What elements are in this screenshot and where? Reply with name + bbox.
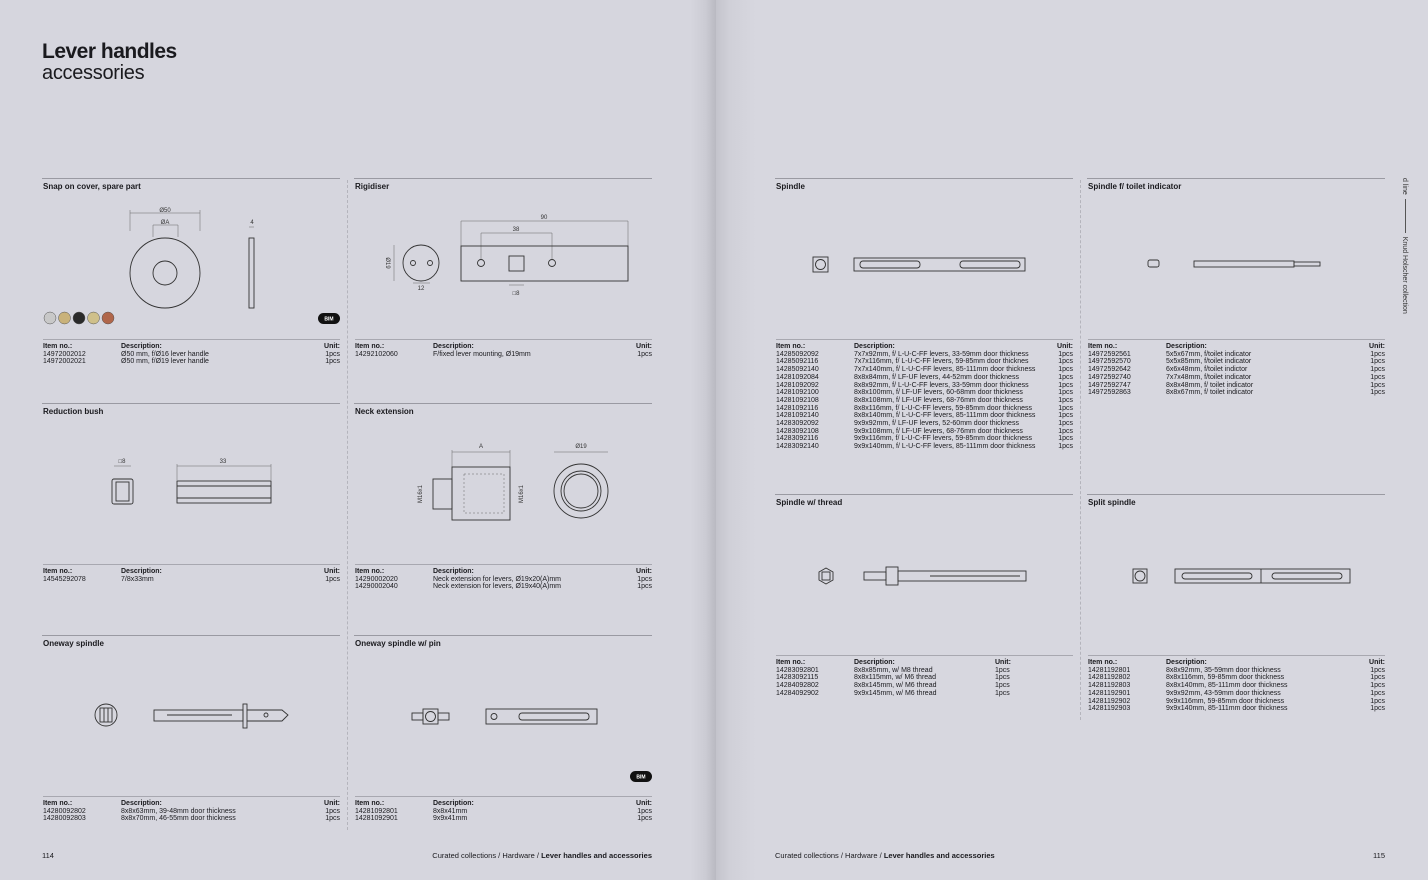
header-unit: Unit: xyxy=(324,568,340,575)
description: 7x7x48mm, f/toilet indicator xyxy=(1166,373,1252,381)
table-row xyxy=(776,667,1073,675)
section-title: Spindle w/ thread xyxy=(776,498,843,507)
item-number: 14283092115 xyxy=(776,674,819,682)
breadcrumb-path: Curated collections / Hardware / xyxy=(432,851,542,860)
product-reduction-bush xyxy=(42,403,340,595)
table-row xyxy=(776,435,1073,443)
description: 8x8x100mm, f/ LF-UF levers, 60-68mm door thickness xyxy=(854,389,1023,397)
description: 5x5x67mm, f/toilet indicator xyxy=(1166,350,1252,358)
unit: 1pcs xyxy=(1058,427,1073,435)
table-row xyxy=(776,690,1073,698)
table-row xyxy=(776,389,1073,397)
table-row xyxy=(776,405,1073,413)
unit: 1pcs xyxy=(1370,666,1385,674)
table-row xyxy=(1088,351,1385,359)
header-item-no: Item no.: xyxy=(1088,343,1118,350)
table-row xyxy=(776,428,1073,436)
item-number: 14972002021 xyxy=(43,358,86,366)
technical-drawing xyxy=(354,179,652,339)
table-row xyxy=(1088,682,1385,690)
description: 8x8x70mm, 46-55mm door thickness xyxy=(121,815,236,823)
header-item-no: Item no.: xyxy=(43,343,73,350)
bim-badge-label: BIM xyxy=(636,774,646,781)
table-row xyxy=(355,351,652,359)
description: 9x9x92mm, f/ LF-UF levers, 52-60mm door thickness xyxy=(854,420,1019,428)
unit: 1pcs xyxy=(1370,358,1385,366)
item-number: 14972592740 xyxy=(1088,373,1131,381)
table-header xyxy=(355,800,652,808)
item-number: 14280092802 xyxy=(43,807,86,815)
technical-drawing xyxy=(1087,179,1385,339)
product-table xyxy=(43,564,340,583)
breadcrumb-right xyxy=(775,851,995,860)
product-table xyxy=(1088,655,1385,713)
page-number-left: 114 xyxy=(42,851,54,860)
header-description: Description: xyxy=(433,568,474,575)
divider xyxy=(1405,199,1406,233)
table-header xyxy=(1088,343,1385,351)
item-number: 14281092801 xyxy=(355,807,398,815)
table-header xyxy=(43,343,340,351)
table-row xyxy=(1088,705,1385,713)
description: 9x9x116mm, f/ L-U-C-FF levers, 59-85mm door thickness xyxy=(854,435,1033,443)
dimension-label: ØA xyxy=(160,220,170,226)
unit: 1pcs xyxy=(1058,396,1073,404)
technical-drawing xyxy=(42,179,340,339)
header-item-no: Item no.: xyxy=(776,343,806,350)
finish-swatch xyxy=(44,312,56,324)
item-number: 14281092116 xyxy=(776,404,819,412)
dimension-label: □8 xyxy=(512,291,520,297)
unit: 1pcs xyxy=(1058,420,1073,428)
unit: 1pcs xyxy=(1058,366,1073,374)
product-neck-extension xyxy=(354,403,652,595)
item-number: 14972592570 xyxy=(1088,358,1131,366)
description: 8x8x67mm, f/ toilet indicator xyxy=(1166,389,1254,397)
dimension-label: A xyxy=(478,444,484,450)
section-title: Oneway spindle w/ pin xyxy=(355,639,441,648)
table-row xyxy=(43,808,340,816)
unit: 1pcs xyxy=(1370,350,1385,358)
table-row xyxy=(776,443,1073,451)
product-table xyxy=(776,655,1073,698)
unit: 1pcs xyxy=(325,815,340,823)
product-spindle xyxy=(775,178,1073,451)
table-row xyxy=(776,366,1073,374)
table-row xyxy=(776,682,1073,690)
technical-drawing xyxy=(354,636,652,796)
header-item-no: Item no.: xyxy=(1088,659,1118,666)
item-number: 14972592863 xyxy=(1088,389,1131,397)
header-item-no: Item no.: xyxy=(776,659,806,666)
technical-drawing xyxy=(775,495,1073,655)
item-number: 14283092140 xyxy=(776,443,819,451)
unit: 1pcs xyxy=(325,350,340,358)
product-snap-on-cover xyxy=(42,178,340,370)
dimension-label: M16x1 xyxy=(519,484,525,504)
breadcrumb-path: Curated collections / Hardware / xyxy=(775,851,884,860)
item-number: 14292102060 xyxy=(355,350,398,358)
description: 8x8x140mm, 85-111mm door thickness xyxy=(1166,682,1288,690)
table-row xyxy=(1088,690,1385,698)
unit: 1pcs xyxy=(1058,404,1073,412)
item-number: 14281092108 xyxy=(776,396,819,404)
header-item-no: Item no.: xyxy=(43,800,73,807)
product-table xyxy=(355,796,652,823)
table-row xyxy=(776,420,1073,428)
description: Neck extension for levers, Ø19x40(A)mm xyxy=(433,583,561,591)
description: 9x9x92mm, 43-59mm door thickness xyxy=(1166,689,1281,697)
description: 8x8x92mm, f/ L-U-C-FF levers, 33-59mm door thickness xyxy=(854,381,1029,389)
table-row xyxy=(1088,358,1385,366)
unit: 1pcs xyxy=(995,689,1010,697)
item-number: 14283092116 xyxy=(776,435,819,443)
unit: 1pcs xyxy=(637,575,652,583)
section-title: Spindle f/ toilet indicator xyxy=(1088,182,1182,191)
item-number: 14281092901 xyxy=(355,815,398,823)
description: 7/8x33mm xyxy=(121,575,154,583)
product-split-spindle xyxy=(1087,494,1385,713)
table-row xyxy=(43,351,340,359)
side-label-bottom: Knud Holscher collection xyxy=(1401,236,1408,314)
unit: 1pcs xyxy=(1058,358,1073,366)
description: 8x8x48mm, f/ toilet indicator xyxy=(1166,381,1254,389)
table-row xyxy=(355,808,652,816)
table-row xyxy=(1088,674,1385,682)
item-number: 14285092140 xyxy=(776,366,819,374)
header-description: Description: xyxy=(121,343,162,350)
table-row xyxy=(1088,389,1385,397)
product-table xyxy=(355,564,652,591)
header-unit: Unit: xyxy=(1057,343,1073,350)
product-spindle-with-thread xyxy=(775,494,1073,697)
description: 8x8x116mm, 59-85mm door thickness xyxy=(1166,674,1285,682)
item-number: 14281092140 xyxy=(776,412,819,420)
item-number: 14281192801 xyxy=(1088,666,1131,674)
unit: 1pcs xyxy=(1058,435,1073,443)
unit: 1pcs xyxy=(995,682,1010,690)
table-row xyxy=(776,412,1073,420)
item-number: 14972592747 xyxy=(1088,381,1131,389)
description: 9x9x116mm, 59-85mm door thickness xyxy=(1166,697,1285,705)
table-row xyxy=(355,583,652,591)
page-title: Lever handles xyxy=(42,40,177,63)
finish-swatch xyxy=(102,312,114,324)
item-number: 14283092108 xyxy=(776,427,819,435)
description: 9x9x140mm, f/ L-U-C-FF levers, 85-111mm door thickness xyxy=(854,443,1036,451)
product-oneway-spindle xyxy=(42,635,340,827)
finish-swatch xyxy=(88,312,100,324)
product-table xyxy=(355,339,652,358)
unit: 1pcs xyxy=(637,583,652,591)
header-item-no: Item no.: xyxy=(355,800,385,807)
unit: 1pcs xyxy=(1058,350,1073,358)
table-row xyxy=(776,397,1073,405)
unit: 1pcs xyxy=(1370,682,1385,690)
section-title: Neck extension xyxy=(355,407,414,416)
unit: 1pcs xyxy=(325,358,340,366)
header-unit: Unit: xyxy=(324,343,340,350)
description: 9x9x145mm, w/ M6 thread xyxy=(854,689,937,697)
breadcrumb-current: Lever handles and accessories xyxy=(883,851,995,860)
description: 8x8x108mm, f/ LF-UF levers, 68-76mm door thickness xyxy=(854,396,1023,404)
description: 9x9x41mm xyxy=(433,815,468,823)
product-table xyxy=(43,339,340,366)
table-row xyxy=(355,815,652,823)
description: Neck extension for levers, Ø19x20(A)mm xyxy=(433,575,561,583)
item-number: 14290002040 xyxy=(355,583,398,591)
unit: 1pcs xyxy=(1370,697,1385,705)
description: F/fixed lever mounting, Ø19mm xyxy=(433,350,531,358)
item-number: 14281092092 xyxy=(776,381,819,389)
section-title: Split spindle xyxy=(1088,498,1136,507)
unit: 1pcs xyxy=(995,674,1010,682)
item-number: 14972592642 xyxy=(1088,366,1131,374)
unit: 1pcs xyxy=(1058,381,1073,389)
finish-swatch xyxy=(73,312,85,324)
dimension-label: Ø19 xyxy=(384,257,390,269)
description: 9x9x140mm, 85-111mm door thickness xyxy=(1166,705,1288,713)
description: 8x8x84mm, f/ LF-UF levers, 44-52mm door thickness xyxy=(854,373,1019,381)
description: 8x8x145mm, w/ M6 thread xyxy=(854,682,937,690)
item-number: 14281092100 xyxy=(776,389,819,397)
section-title: Spindle xyxy=(776,182,805,191)
header-description: Description: xyxy=(1166,343,1207,350)
table-row xyxy=(776,351,1073,359)
dimension-label: □8 xyxy=(118,459,126,465)
unit: 1pcs xyxy=(1370,674,1385,682)
item-number: 14284092902 xyxy=(776,689,819,697)
table-header xyxy=(776,659,1073,667)
dimension-label: 4 xyxy=(250,220,254,226)
header-unit: Unit: xyxy=(324,800,340,807)
description: 6x6x48mm, f/toilet indictor xyxy=(1166,366,1248,374)
item-number: 14281092084 xyxy=(776,373,819,381)
description: 7x7x92mm, f/ L-U-C-FF levers, 33-59mm door thickness xyxy=(854,350,1029,358)
product-spindle-toilet-indicator xyxy=(1087,178,1385,397)
side-label-top: d line xyxy=(1401,178,1408,195)
unit: 1pcs xyxy=(1058,389,1073,397)
description: 7x7x116mm, f/ L-U-C-FF levers, 59-85mm door thicknes xyxy=(854,358,1029,366)
unit: 1pcs xyxy=(1370,366,1385,374)
description: 8x8x116mm, f/ L-U-C-FF levers, 59-85mm door thickness xyxy=(854,404,1033,412)
header-unit: Unit: xyxy=(636,343,652,350)
unit: 1pcs xyxy=(325,575,340,583)
description: 8x8x85mm, w/ M8 thread xyxy=(854,666,933,674)
description: 8x8x92mm, 35-59mm door thickness xyxy=(1166,666,1281,674)
breadcrumb-current: Lever handles and accessories xyxy=(541,851,652,860)
table-row xyxy=(43,358,340,366)
item-number: 14284092802 xyxy=(776,682,819,690)
description: 8x8x115mm, w/ M6 thread xyxy=(854,674,936,682)
section-title: Reduction bush xyxy=(43,407,104,416)
technical-drawing xyxy=(42,404,340,564)
product-rigidiser xyxy=(354,178,652,370)
unit: 1pcs xyxy=(1058,443,1073,451)
table-row xyxy=(776,382,1073,390)
table-header xyxy=(776,343,1073,351)
description: 8x8x63mm, 39-48mm door thickness xyxy=(121,807,236,815)
dimension-label: 12 xyxy=(417,286,425,292)
section-title: Rigidiser xyxy=(355,182,390,191)
dimension-label: Ø19 xyxy=(575,444,587,450)
unit: 1pcs xyxy=(637,815,652,823)
technical-drawing xyxy=(775,179,1073,339)
header-unit: Unit: xyxy=(995,659,1011,666)
unit: 1pcs xyxy=(1058,412,1073,420)
product-table xyxy=(1088,339,1385,397)
finish-swatches xyxy=(44,312,114,324)
table-row xyxy=(776,374,1073,382)
item-number: 14285092092 xyxy=(776,350,819,358)
header-item-no: Item no.: xyxy=(355,343,385,350)
technical-drawing xyxy=(42,636,340,796)
dimension-label: Ø50 xyxy=(159,208,171,214)
header-description: Description: xyxy=(854,659,895,666)
item-number: 14972592561 xyxy=(1088,350,1131,358)
unit: 1pcs xyxy=(1370,373,1385,381)
bim-badge-label: BIM xyxy=(324,316,334,323)
table-row xyxy=(1088,374,1385,382)
header-item-no: Item no.: xyxy=(355,568,385,575)
item-number: 14283092092 xyxy=(776,420,819,428)
header-description: Description: xyxy=(121,568,162,575)
technical-drawing xyxy=(1087,495,1385,655)
unit: 1pcs xyxy=(325,807,340,815)
item-number: 14283092801 xyxy=(776,666,819,674)
table-header xyxy=(43,800,340,808)
page-subtitle: accessories xyxy=(42,62,145,84)
description: Ø50 mm, f/Ø16 lever handle xyxy=(121,350,209,358)
item-number: 14281192901 xyxy=(1088,689,1131,697)
section-title: Snap on cover, spare part xyxy=(43,182,141,191)
dimension-label: M16x1 xyxy=(418,484,424,504)
unit: 1pcs xyxy=(637,807,652,815)
section-title: Oneway spindle xyxy=(43,639,104,648)
dimension-label: 33 xyxy=(219,459,227,465)
table-header xyxy=(355,343,652,351)
unit: 1pcs xyxy=(1370,689,1385,697)
item-number: 14285092116 xyxy=(776,358,819,366)
collection-side-label xyxy=(1396,178,1408,358)
product-table xyxy=(43,796,340,823)
unit: 1pcs xyxy=(1370,389,1385,397)
header-description: Description: xyxy=(854,343,895,350)
item-number: 14281192902 xyxy=(1088,697,1131,705)
breadcrumb-left xyxy=(432,851,652,860)
header-description: Description: xyxy=(1166,659,1207,666)
finish-swatch xyxy=(59,312,71,324)
table-header xyxy=(355,568,652,576)
item-number: 14281192803 xyxy=(1088,682,1131,690)
page-number-right: 115 xyxy=(1373,851,1385,860)
description: 8x8x41mm xyxy=(433,807,468,815)
unit: 1pcs xyxy=(1370,705,1385,713)
table-header xyxy=(43,568,340,576)
description: 5x5x85mm, f/toilet indicator xyxy=(1166,358,1252,366)
item-number: 14280092803 xyxy=(43,815,86,823)
unit: 1pcs xyxy=(1058,373,1073,381)
item-number: 14290002020 xyxy=(355,575,398,583)
table-row xyxy=(1088,667,1385,675)
dimension-label: 38 xyxy=(512,227,520,233)
header-unit: Unit: xyxy=(636,568,652,575)
table-row xyxy=(1088,366,1385,374)
description: 8x8x140mm, f/ L-U-C-FF levers, 85-111mm door thickness xyxy=(854,412,1036,420)
table-row xyxy=(43,815,340,823)
header-description: Description: xyxy=(433,343,474,350)
product-oneway-spindle-with-pin xyxy=(354,635,652,827)
technical-drawing xyxy=(354,404,652,564)
unit: 1pcs xyxy=(995,666,1010,674)
header-unit: Unit: xyxy=(1369,659,1385,666)
header-unit: Unit: xyxy=(636,800,652,807)
table-row xyxy=(1088,698,1385,706)
item-number: 14545292078 xyxy=(43,575,86,583)
item-number: 14281192903 xyxy=(1088,705,1131,713)
table-header xyxy=(1088,659,1385,667)
column-divider xyxy=(347,180,348,830)
unit: 1pcs xyxy=(1370,381,1385,389)
item-number: 14281192802 xyxy=(1088,674,1131,682)
description: Ø50 mm, f/Ø19 lever handle xyxy=(121,358,209,366)
column-divider xyxy=(1080,180,1081,720)
table-row xyxy=(1088,382,1385,390)
dimension-label: 90 xyxy=(540,215,548,221)
table-row xyxy=(43,576,340,584)
table-row xyxy=(776,674,1073,682)
description: 9x9x108mm, f/ LF-UF levers, 68-76mm door thickness xyxy=(854,427,1023,435)
item-number: 14972002012 xyxy=(43,350,86,358)
description: 7x7x140mm, f/ L-U-C-FF levers, 85-111mm door thickness xyxy=(854,366,1036,374)
header-unit: Unit: xyxy=(1369,343,1385,350)
unit: 1pcs xyxy=(637,350,652,358)
header-description: Description: xyxy=(433,800,474,807)
table-row xyxy=(776,358,1073,366)
header-item-no: Item no.: xyxy=(43,568,73,575)
product-table xyxy=(776,339,1073,451)
header-description: Description: xyxy=(121,800,162,807)
table-row xyxy=(355,576,652,584)
